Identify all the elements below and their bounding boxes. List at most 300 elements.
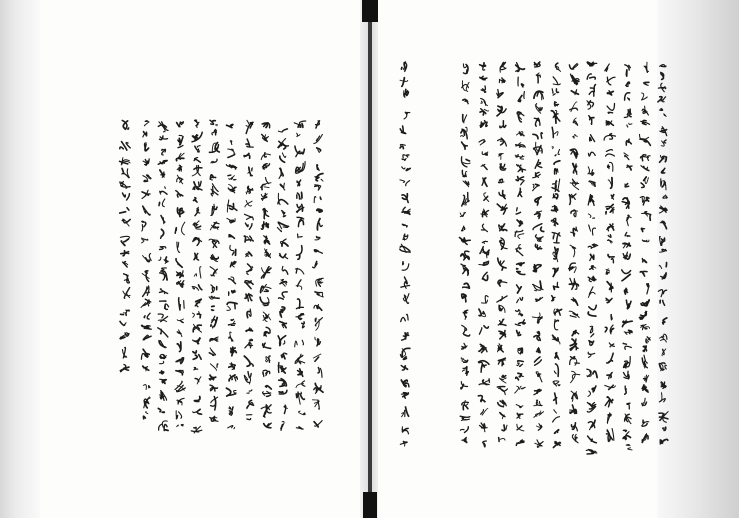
handwritten-character — [552, 147, 560, 156]
handwritten-character — [144, 397, 151, 408]
handwritten-character — [160, 170, 165, 177]
handwritten-character — [402, 207, 410, 214]
handwritten-character — [658, 97, 666, 102]
handwritten-character — [295, 340, 304, 347]
handwritten-character — [535, 440, 543, 448]
handwritten-character — [555, 353, 559, 360]
handwritten-character — [229, 332, 233, 341]
handwritten-character — [481, 296, 488, 304]
handwritten-character — [247, 390, 252, 393]
handwritten-character — [626, 300, 631, 308]
handwritten-character — [461, 127, 468, 139]
handwritten-character — [606, 298, 612, 302]
handwritten-character — [588, 352, 594, 357]
handwritten-character — [400, 442, 407, 447]
handwritten-character — [227, 218, 235, 222]
handwritten-character — [462, 294, 466, 302]
handwritten-character — [535, 244, 541, 249]
handwritten-character — [211, 316, 218, 328]
left-page-text-columns — [120, 120, 324, 433]
handwritten-character — [192, 132, 202, 142]
handwritten-character — [554, 393, 557, 404]
handwritten-character — [315, 185, 321, 190]
handwritten-character — [622, 270, 631, 281]
handwritten-character — [532, 313, 542, 324]
handwritten-character — [194, 368, 198, 370]
handwritten-character — [535, 160, 542, 168]
handwritten-character — [246, 252, 252, 257]
handwritten-character — [499, 438, 505, 442]
handwritten-character — [280, 183, 284, 190]
handwritten-character — [261, 405, 271, 418]
handwritten-character — [278, 363, 286, 374]
handwritten-character — [159, 421, 169, 431]
handwritten-character — [158, 122, 168, 132]
handwritten-character — [247, 309, 251, 318]
handwritten-character — [195, 146, 200, 153]
handwritten-character — [623, 243, 630, 248]
handwritten-character — [516, 373, 524, 380]
handwritten-character — [177, 165, 182, 171]
handwritten-character — [463, 283, 470, 288]
handwritten-character — [641, 300, 649, 306]
handwritten-character — [463, 115, 467, 123]
handwritten-character — [400, 126, 406, 134]
handwritten-character — [227, 125, 233, 128]
handwritten-character — [144, 143, 148, 151]
handwritten-character — [193, 198, 197, 203]
handwritten-character — [315, 318, 322, 331]
handwritten-character — [162, 149, 166, 155]
handwritten-character — [193, 324, 201, 332]
handwritten-character — [606, 204, 614, 214]
handwritten-character — [534, 62, 540, 67]
handwritten-character — [661, 140, 666, 146]
handwritten-character — [622, 320, 632, 327]
handwritten-character — [607, 413, 611, 423]
handwritten-character — [553, 410, 560, 422]
left-text-column-4 — [260, 123, 271, 428]
handwritten-character — [124, 274, 130, 283]
handwritten-character — [622, 198, 629, 208]
handwritten-character — [313, 262, 317, 268]
handwritten-character — [297, 192, 302, 199]
handwritten-character — [661, 179, 666, 190]
handwritten-character — [278, 336, 286, 346]
handwritten-character — [400, 180, 410, 186]
handwritten-character — [517, 424, 524, 431]
handwritten-character — [266, 356, 271, 362]
handwritten-character — [500, 121, 506, 128]
handwritten-character — [177, 208, 183, 217]
right-text-column-8 — [532, 62, 543, 448]
handwritten-character — [245, 214, 254, 220]
handwritten-character — [624, 357, 631, 368]
handwritten-character — [658, 290, 666, 297]
handwritten-character — [626, 82, 630, 86]
handwritten-character — [402, 333, 409, 341]
handwritten-character — [606, 269, 609, 275]
handwritten-character — [402, 427, 408, 434]
handwritten-character — [481, 86, 486, 92]
handwritten-character — [143, 366, 149, 371]
handwritten-character — [589, 116, 594, 125]
handwritten-character — [499, 179, 504, 183]
handwritten-character — [212, 129, 217, 135]
left-text-column-9 — [175, 122, 185, 427]
handwritten-character — [659, 393, 665, 402]
handwritten-character — [518, 348, 523, 354]
handwritten-character — [663, 318, 667, 324]
handwritten-character — [297, 217, 304, 226]
handwritten-character — [640, 311, 647, 319]
handwritten-character — [605, 64, 610, 71]
handwritten-character — [644, 82, 649, 85]
handwritten-character — [642, 212, 651, 221]
handwritten-character — [246, 415, 252, 420]
handwritten-character — [211, 184, 218, 196]
handwritten-character — [279, 390, 287, 394]
handwritten-character — [122, 120, 129, 129]
handwritten-character — [641, 228, 645, 231]
handwritten-character — [482, 272, 487, 280]
handwritten-character — [401, 314, 408, 321]
right-text-column-7 — [551, 63, 561, 447]
handwritten-character — [297, 234, 302, 238]
handwritten-character — [265, 386, 271, 389]
handwritten-character — [479, 140, 485, 145]
handwritten-character — [462, 193, 469, 206]
handwritten-character — [211, 204, 217, 215]
handwritten-character — [460, 427, 468, 433]
handwritten-character — [553, 282, 558, 289]
left-text-column-8 — [191, 120, 202, 433]
handwritten-character — [552, 206, 558, 212]
handwritten-character — [462, 226, 465, 231]
handwritten-character — [299, 411, 305, 414]
handwritten-character — [160, 136, 168, 140]
handwritten-character — [586, 450, 596, 455]
handwritten-character — [663, 195, 667, 198]
handwritten-character — [192, 285, 202, 290]
handwritten-character — [175, 381, 185, 392]
handwritten-character — [195, 120, 199, 128]
handwritten-character — [587, 62, 597, 66]
handwritten-character — [484, 193, 489, 202]
handwritten-character — [500, 413, 505, 419]
handwritten-character — [400, 244, 410, 252]
handwritten-character — [515, 320, 525, 326]
handwritten-character — [499, 191, 505, 199]
handwritten-character — [588, 244, 598, 248]
handwritten-character — [226, 388, 236, 396]
handwritten-character — [295, 354, 305, 364]
handwritten-character — [518, 188, 522, 196]
handwritten-character — [536, 372, 542, 382]
handwritten-character — [160, 354, 167, 363]
handwritten-character — [625, 93, 630, 100]
handwritten-character — [211, 285, 217, 293]
handwritten-character — [554, 309, 562, 316]
handwritten-character — [260, 285, 271, 293]
handwritten-character — [551, 110, 560, 123]
handwritten-character — [589, 181, 596, 186]
handwritten-character — [481, 164, 487, 169]
handwritten-character — [244, 153, 250, 158]
handwritten-character — [120, 158, 131, 165]
handwritten-character — [624, 288, 627, 294]
handwritten-character — [143, 254, 152, 262]
handwritten-character — [179, 298, 185, 310]
handwritten-character — [279, 292, 288, 299]
handwritten-character — [315, 292, 324, 298]
handwritten-character — [177, 281, 184, 288]
handwritten-character — [482, 241, 487, 243]
handwritten-character — [312, 400, 319, 409]
handwritten-character — [499, 305, 505, 312]
right-text-column-5 — [586, 62, 598, 454]
handwritten-character — [552, 218, 558, 226]
handwritten-character — [498, 344, 504, 352]
handwritten-character — [461, 251, 470, 260]
handwritten-character — [159, 257, 168, 263]
handwritten-character — [246, 328, 253, 331]
handwritten-character — [461, 157, 470, 167]
handwritten-character — [314, 197, 321, 203]
handwritten-character — [624, 109, 631, 117]
handwritten-character — [607, 429, 614, 442]
handwritten-character — [228, 185, 236, 193]
handwritten-character — [402, 262, 409, 271]
handwritten-character — [606, 121, 613, 126]
handwritten-character — [573, 118, 577, 125]
handwritten-character — [314, 421, 322, 427]
handwritten-character — [534, 389, 541, 395]
handwritten-character — [120, 208, 129, 214]
handwritten-character — [462, 438, 467, 443]
handwritten-character — [400, 78, 408, 87]
handwritten-character — [120, 182, 130, 189]
handwritten-character — [588, 195, 594, 206]
handwritten-character — [588, 152, 595, 156]
handwritten-character — [400, 348, 409, 359]
right-text-column-6 — [569, 64, 580, 443]
handwritten-character — [230, 246, 236, 256]
handwritten-character — [314, 354, 321, 361]
handwritten-character — [461, 358, 468, 362]
handwritten-character — [660, 249, 667, 252]
handwritten-character — [571, 298, 578, 306]
handwritten-character — [463, 310, 467, 319]
handwritten-character — [587, 101, 594, 110]
handwritten-character — [294, 121, 306, 127]
handwritten-character — [296, 381, 305, 388]
handwritten-character — [536, 297, 543, 301]
handwritten-character — [533, 133, 543, 139]
handwritten-character — [261, 153, 270, 160]
handwritten-character — [280, 322, 287, 328]
handwritten-character — [279, 168, 284, 179]
handwritten-character — [661, 168, 664, 173]
handwritten-character — [178, 135, 183, 147]
handwritten-character — [515, 155, 524, 159]
handwritten-character — [302, 322, 305, 328]
handwritten-character — [517, 361, 524, 367]
handwritten-character — [195, 299, 201, 307]
handwritten-character — [262, 123, 270, 128]
handwritten-character — [229, 363, 235, 370]
handwritten-character — [534, 118, 540, 126]
handwritten-character — [641, 177, 648, 188]
handwritten-character — [569, 194, 576, 205]
handwritten-character — [402, 407, 409, 417]
handwritten-character — [643, 375, 648, 382]
handwritten-character — [261, 222, 268, 229]
handwritten-character — [281, 210, 285, 216]
handwritten-character — [605, 397, 613, 407]
handwritten-character — [570, 357, 579, 366]
handwritten-character — [642, 420, 649, 426]
handwritten-character — [641, 325, 650, 330]
handwritten-character — [571, 391, 577, 401]
handwritten-character — [605, 385, 616, 389]
handwritten-character — [659, 263, 666, 269]
handwritten-character — [210, 385, 218, 391]
handwritten-character — [401, 366, 407, 371]
handwritten-character — [623, 252, 630, 259]
handwritten-character — [640, 134, 651, 145]
handwritten-character — [533, 184, 539, 190]
handwritten-character — [211, 397, 218, 411]
handwritten-character — [209, 143, 219, 153]
handwritten-character — [317, 209, 322, 212]
right-text-column-4 — [604, 64, 615, 441]
handwritten-character — [497, 296, 507, 302]
handwritten-character — [120, 333, 129, 339]
handwritten-character — [553, 77, 560, 85]
handwritten-character — [498, 401, 507, 407]
handwritten-character — [176, 370, 183, 375]
handwritten-character — [589, 341, 594, 346]
handwritten-character — [245, 201, 252, 207]
handwritten-character — [460, 212, 465, 216]
handwritten-character — [296, 392, 304, 404]
handwritten-character — [401, 277, 410, 288]
handwritten-character — [210, 337, 218, 341]
right-text-column-10 — [497, 63, 508, 442]
handwritten-character — [588, 436, 597, 443]
handwritten-character — [160, 187, 167, 194]
handwritten-character — [659, 363, 666, 371]
handwritten-character — [605, 325, 613, 334]
handwritten-character — [553, 442, 560, 448]
handwritten-character — [142, 271, 149, 282]
handwritten-character — [244, 372, 251, 384]
handwritten-character — [122, 219, 130, 226]
handwritten-character — [516, 143, 526, 148]
handwritten-character — [660, 155, 667, 162]
handwritten-character — [176, 411, 181, 419]
handwritten-character — [247, 264, 253, 275]
handwritten-character — [660, 334, 667, 342]
handwritten-character — [277, 222, 288, 231]
handwritten-character — [261, 178, 272, 190]
handwritten-character — [280, 307, 285, 317]
handwritten-character — [497, 204, 507, 214]
handwritten-character — [297, 133, 300, 137]
handwritten-character — [227, 302, 237, 310]
handwritten-character — [209, 375, 216, 380]
handwritten-character — [607, 91, 613, 95]
handwritten-character — [142, 190, 150, 198]
handwritten-character — [659, 412, 668, 423]
handwritten-character — [402, 194, 408, 203]
left-text-column-5 — [244, 120, 254, 419]
handwritten-character — [177, 242, 180, 252]
handwritten-character — [158, 408, 164, 412]
handwritten-character — [121, 251, 129, 256]
handwritten-character — [177, 319, 183, 323]
handwritten-character — [516, 208, 520, 214]
handwritten-character — [462, 81, 469, 92]
left-text-column-6 — [226, 125, 237, 429]
handwritten-character — [248, 167, 253, 176]
handwritten-character — [642, 259, 646, 263]
handwritten-character — [280, 239, 288, 246]
handwritten-character — [298, 369, 303, 377]
handwritten-character — [625, 386, 627, 394]
handwritten-character — [177, 175, 183, 184]
handwritten-character — [193, 238, 202, 246]
handwritten-character — [517, 269, 525, 275]
handwritten-character — [316, 278, 324, 286]
handwritten-character — [569, 263, 576, 273]
handwritten-character — [516, 245, 523, 256]
handwritten-character — [461, 264, 468, 275]
handwritten-character — [570, 339, 578, 350]
handwritten-character — [627, 165, 632, 170]
handwritten-character — [518, 77, 524, 87]
handwritten-character — [194, 267, 201, 278]
handwritten-character — [552, 233, 560, 243]
handwritten-character — [554, 161, 560, 174]
handwritten-character — [588, 167, 594, 175]
handwritten-character — [160, 379, 167, 384]
handwritten-character — [317, 148, 321, 153]
handwritten-character — [517, 263, 525, 266]
left-text-column-11 — [141, 121, 151, 419]
handwritten-character — [210, 120, 217, 126]
handwritten-character — [141, 299, 151, 307]
handwritten-character — [123, 193, 130, 200]
handwritten-character — [122, 169, 129, 178]
handwritten-character — [210, 222, 219, 230]
handwritten-character — [479, 361, 490, 372]
left-text-column-3 — [277, 129, 288, 430]
handwritten-character — [587, 369, 597, 377]
handwritten-character — [297, 246, 303, 260]
handwritten-character — [571, 90, 578, 95]
handwritten-character — [552, 89, 558, 95]
handwritten-character — [641, 166, 649, 171]
handwritten-character — [401, 393, 408, 399]
handwritten-character — [400, 144, 405, 148]
handwritten-character — [144, 121, 149, 126]
handwritten-character — [226, 165, 236, 169]
handwritten-character — [314, 304, 322, 310]
handwritten-character — [642, 355, 647, 368]
handwritten-character — [500, 238, 507, 250]
